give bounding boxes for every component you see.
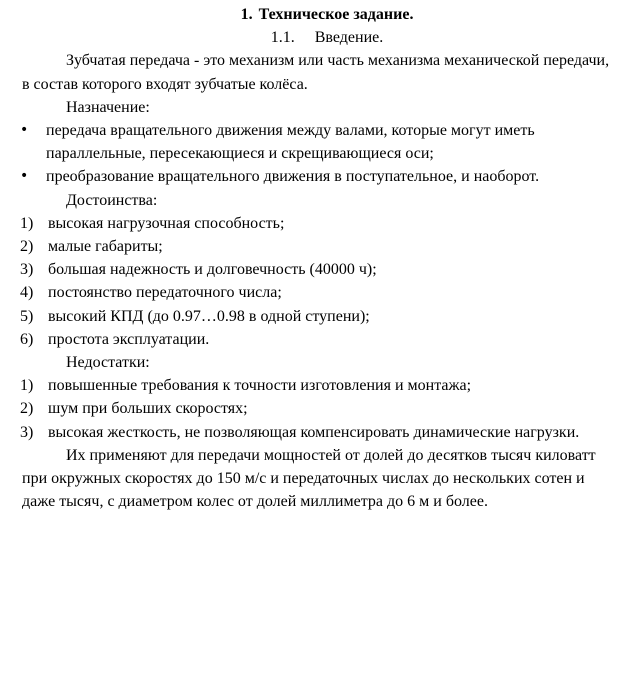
advantage-number: 2) — [20, 238, 34, 256]
advantage-number: 1) — [20, 214, 34, 232]
advantage-text: большая надежность и долговечность (40000 ч); — [48, 261, 377, 279]
document-page — [22, 3, 620, 513]
disadvantage-number: 3) — [20, 423, 34, 441]
purpose-label: Назначение: — [66, 98, 150, 116]
advantage-item — [22, 258, 620, 281]
advantage-number: 5) — [20, 307, 34, 325]
purpose-item-text: передача вращательного движения между валами, которые могут иметь параллельные, пересекающиеся и скрещивающиеся оси; — [46, 122, 535, 163]
purpose-item-text: преобразование вращательного движения в поступательное, и наоборот. — [46, 168, 540, 186]
advantage-number: 4) — [20, 284, 34, 302]
advantage-item — [22, 305, 620, 328]
advantage-text: высокая нагрузочная способность; — [48, 214, 285, 232]
advantage-text: малые габариты; — [48, 238, 163, 256]
disadvantage-text: повышенные требования к точности изготовления и монтажа; — [48, 377, 472, 395]
disadvantage-text: высокая жесткость, не позволяющая компенсировать динамические нагрузки. — [48, 423, 580, 441]
purpose-item — [22, 119, 620, 165]
disadvantage-number: 1) — [20, 377, 34, 395]
section-heading-number: 1. — [240, 6, 253, 23]
disadvantages-list — [22, 374, 620, 444]
advantage-item — [22, 328, 620, 351]
advantages-list — [22, 212, 620, 351]
disadvantage-item — [22, 421, 620, 444]
subsection-heading-number: 1.1. — [270, 29, 295, 47]
section-heading — [22, 3, 620, 26]
section-heading-title: Техническое задание. — [258, 6, 414, 23]
advantage-text: простота эксплуатации. — [48, 330, 210, 348]
purpose-list — [22, 119, 620, 189]
purpose-item — [22, 165, 620, 188]
disadvantage-number: 2) — [20, 400, 34, 418]
closing-paragraph: Их применяют для передачи мощностей от долей до десятков тысяч киловатт при окружных скоростях до 150 м/с и передаточных числах до нескольких сотен и даже тысяч, с диаметром колес от долей миллиметра до 6 м и более. — [22, 446, 596, 511]
intro-paragraph: Зубчатая передача - это механизм или часть механизма механической передачи, в состав которого входят зубчатые колёса. — [22, 52, 610, 93]
advantage-number: 6) — [20, 330, 34, 348]
advantage-number: 3) — [20, 261, 34, 279]
advantage-item — [22, 212, 620, 235]
disadvantages-label: Недостатки: — [66, 354, 150, 372]
subsection-heading — [22, 26, 620, 49]
disadvantage-item — [22, 374, 620, 397]
advantages-label: Достоинства: — [66, 191, 158, 209]
advantage-item — [22, 235, 620, 258]
bullet-icon: • — [20, 168, 29, 185]
bullet-icon: • — [20, 122, 29, 139]
advantage-text: высокий КПД (до 0.97…0.98 в одной ступени); — [48, 307, 370, 325]
advantage-text: постоянство передаточного числа; — [48, 284, 282, 302]
advantage-item — [22, 281, 620, 304]
subsection-heading-title: Введение. — [314, 29, 384, 47]
disadvantage-text: шум при больших скоростях; — [48, 400, 248, 418]
disadvantage-item — [22, 397, 620, 420]
